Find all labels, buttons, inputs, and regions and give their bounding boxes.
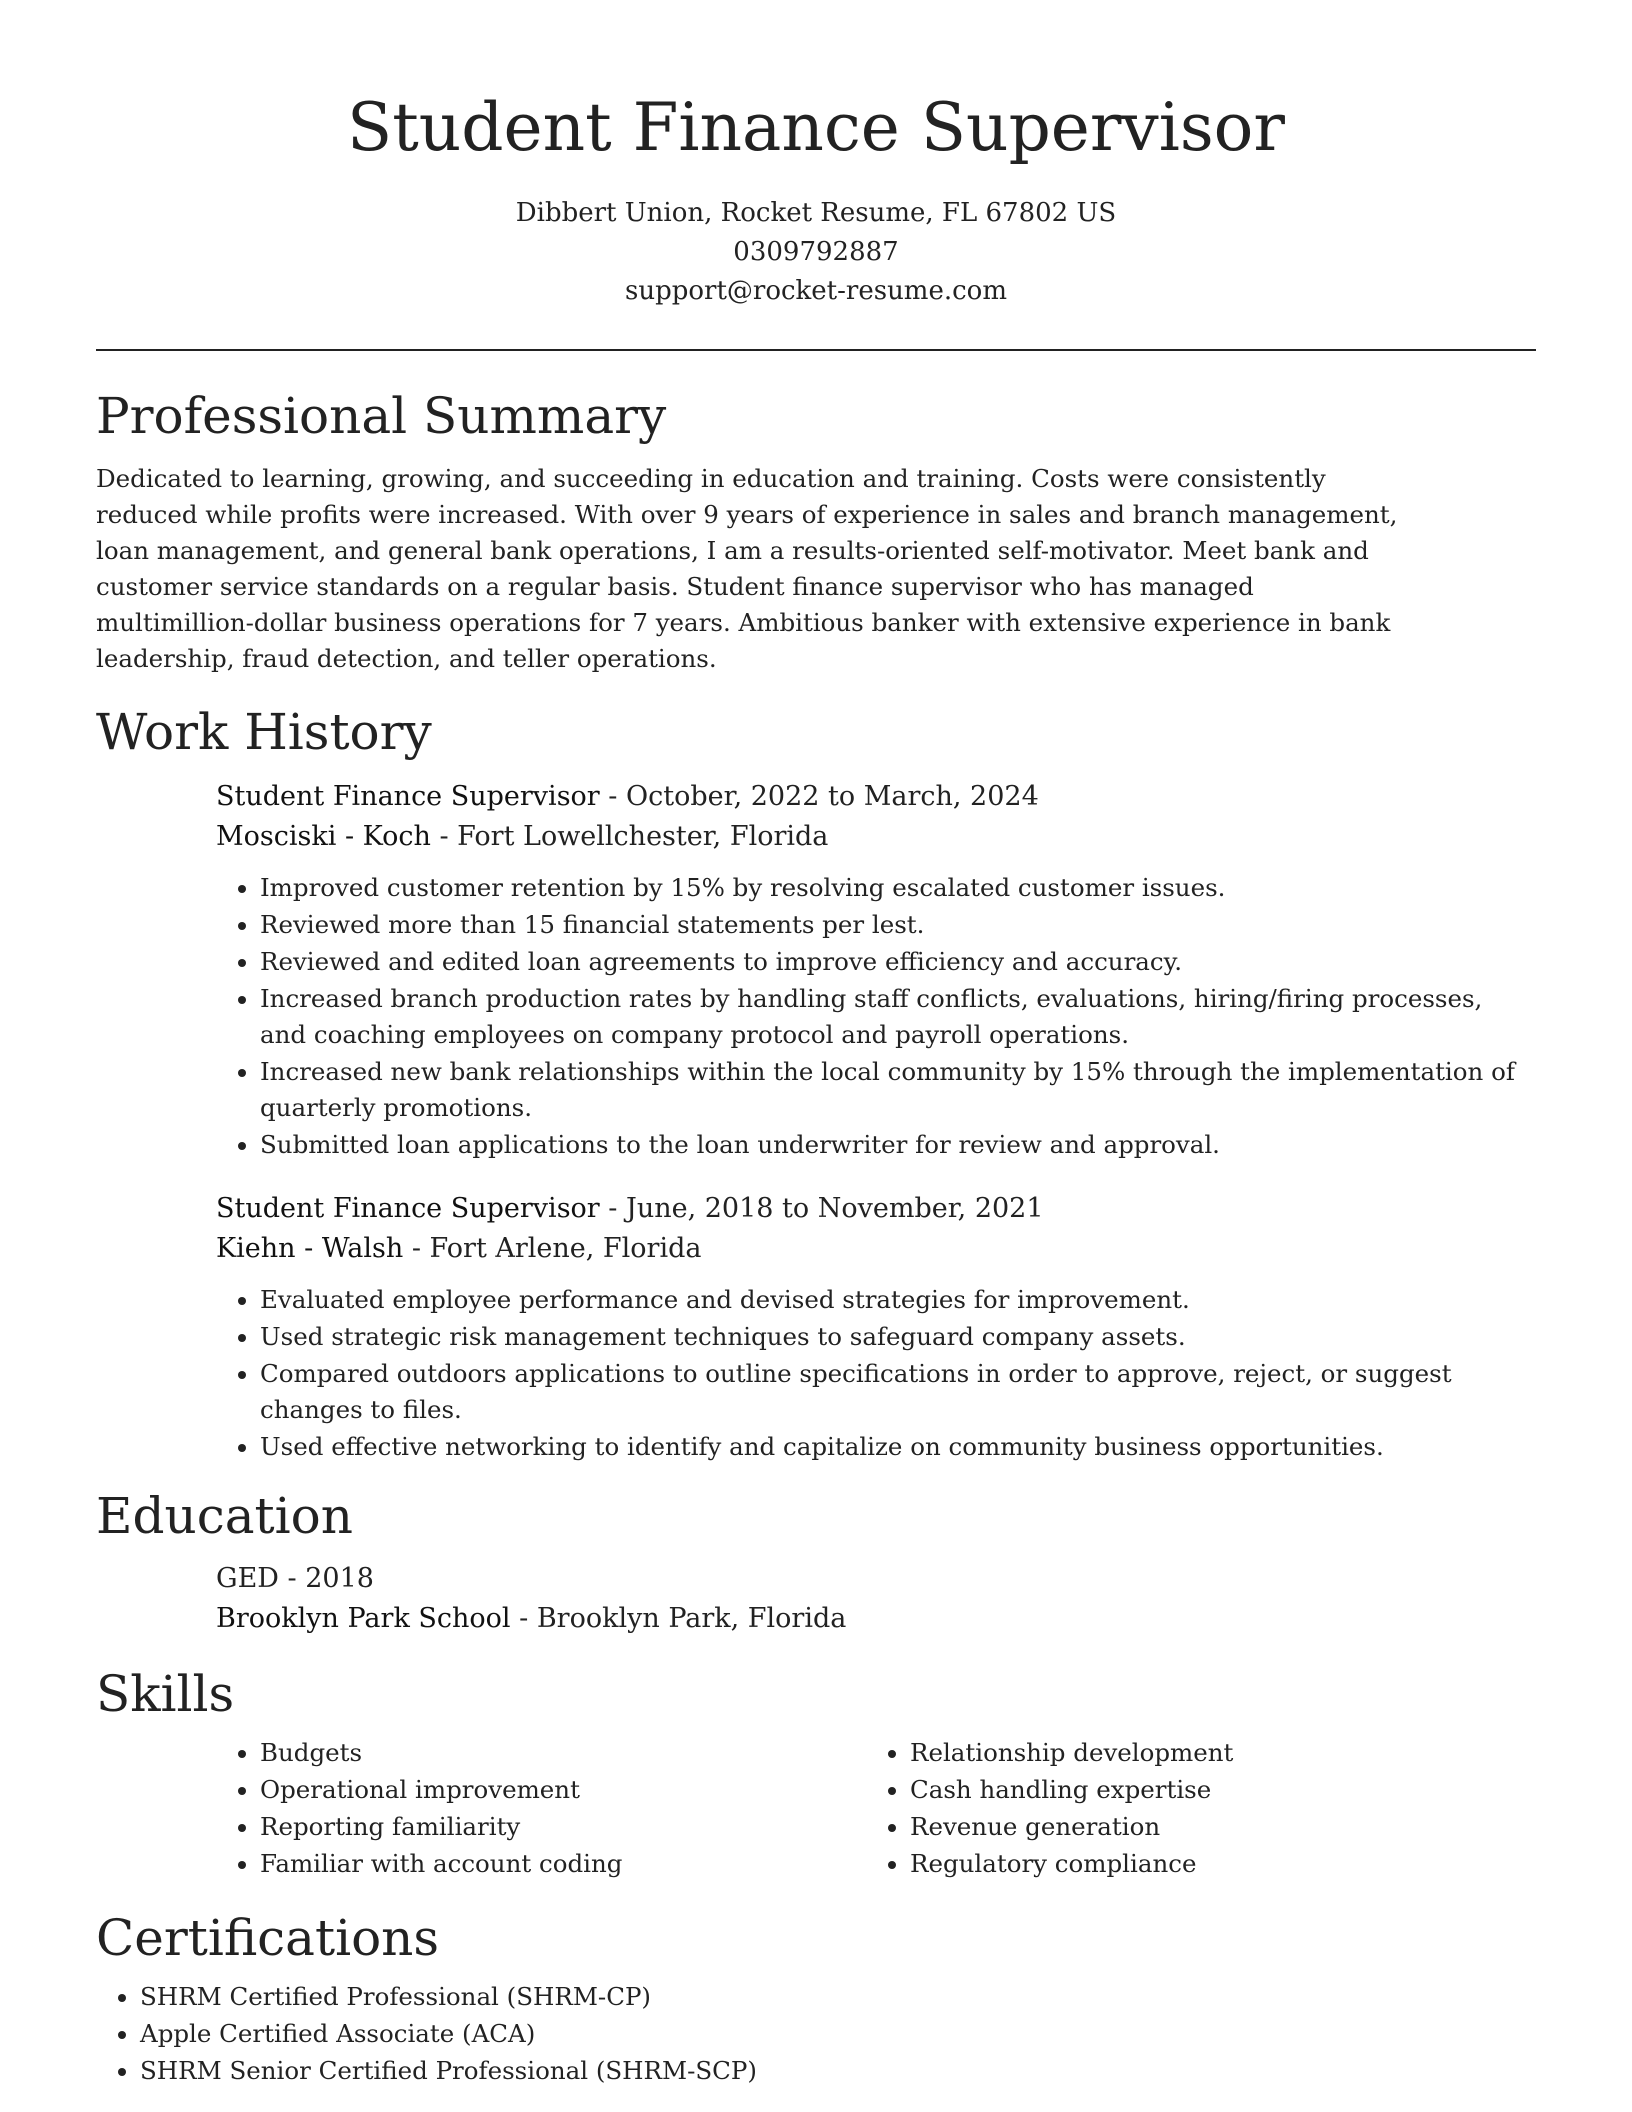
job-dates: - June, 2018 to November, 2021 — [599, 1193, 1044, 1224]
education-degree: GED - 2018 — [216, 1563, 374, 1594]
skills-columns — [216, 1735, 1536, 1883]
job-bullet: • Used strategic risk management techniques to safeguard company assets. — [260, 1319, 1536, 1355]
job-bullet: • Compared outdoors applications to outline specifications in order to approve, reject, or suggest changes to files. — [260, 1356, 1536, 1428]
job-bullets — [216, 870, 1536, 1163]
skill-item: • Cash handling expertise — [910, 1772, 1516, 1808]
skill-item: • Budgets — [260, 1735, 866, 1771]
skills-list-right — [866, 1735, 1516, 1882]
job-bullet: • Increased branch production rates by handling staff conflicts, evaluations, hiring/firing processes, and coaching employees on company protocol and payroll operations. — [260, 981, 1536, 1053]
job-bullet: • Submitted loan applications to the loan underwriter for review and approval. — [260, 1127, 1536, 1163]
skill-item: • Familiar with account coding — [260, 1846, 866, 1882]
work-section — [96, 699, 1536, 1465]
resume-header — [96, 0, 1536, 311]
skills-column-left — [216, 1735, 866, 1883]
contact-block — [96, 194, 1536, 311]
job-title-line — [216, 1189, 1536, 1229]
job-role: Student Finance Supervisor — [216, 1193, 600, 1224]
job-bullet: • Evaluated employee performance and devised strategies for improvement. — [260, 1282, 1536, 1318]
job-company: Mosciski - Koch — [216, 821, 431, 852]
section-title-certifications: Certifications — [96, 1909, 440, 1967]
job-title-line — [216, 777, 1536, 817]
certification-item: • SHRM Certified Professional (SHRM-CP) — [140, 1979, 1536, 2015]
certifications-list — [96, 1979, 1536, 2089]
skills-section — [96, 1661, 1536, 1883]
email: support@rocket-resume.com — [624, 276, 1007, 306]
job-company: Kiehn - Walsh — [216, 1233, 404, 1264]
job-dates: - October, 2022 to March, 2024 — [599, 781, 1039, 812]
skill-item: • Relationship development — [910, 1735, 1516, 1771]
certification-item: • SHRM Senior Certified Professional (SHRM-SCP) — [140, 2053, 1536, 2089]
skill-item: • Revenue generation — [910, 1809, 1516, 1845]
education-school: Brooklyn Park School — [216, 1603, 511, 1634]
summary-text: Dedicated to learning, growing, and succeeding in education and training. Costs were consistently reduced while profits were increased. With over 9 years of experience in sales and branch management, loan management, and general bank operations, I am a results-oriented self-motivator. Meet bank and customer service standards on a regular basis. Student finance supervisor who has managed multimillion-dollar business operations for 7 years. Ambitious banker with extensive experience in bank leadership, fraud detection, and teller operations. — [96, 464, 1398, 673]
job-bullets — [216, 1282, 1536, 1465]
education-school-line — [216, 1599, 1536, 1639]
education-entry — [216, 1559, 1536, 1639]
phone: 0309792887 — [733, 237, 899, 267]
candidate-title: Student Finance Supervisor — [347, 89, 1285, 166]
education-location: - Brooklyn Park, Florida — [510, 1603, 847, 1634]
job-bullet: • Used effective networking to identify and capitalize on community business opportunities. — [260, 1429, 1536, 1465]
job-location: - Fort Lowellchester, Florida — [430, 821, 829, 852]
skills-column-right — [866, 1735, 1516, 1883]
certifications-section — [96, 1905, 1536, 2089]
certification-item: • Apple Certified Associate (ACA) — [140, 2016, 1536, 2052]
skill-item: • Operational improvement — [260, 1772, 866, 1808]
job-entry — [216, 777, 1536, 1163]
job-company-line — [216, 817, 1536, 857]
skill-item: • Reporting familiarity — [260, 1809, 866, 1845]
resume-page — [96, 0, 1536, 2090]
job-bullet: • Improved customer retention by 15% by resolving escalated customer issues. — [260, 870, 1536, 906]
job-location: - Fort Arlene, Florida — [403, 1233, 702, 1264]
education-section — [96, 1483, 1536, 1639]
address: Dibbert Union, Rocket Resume, FL 67802 US — [515, 198, 1117, 228]
section-title-skills: Skills — [96, 1665, 235, 1723]
job-role: Student Finance Supervisor — [216, 781, 600, 812]
job-bullet: • Increased new bank relationships within the local community by 15% through the implementation of quarterly promotions. — [260, 1054, 1536, 1126]
job-bullet: • Reviewed and edited loan agreements to improve efficiency and accuracy. — [260, 944, 1536, 980]
summary-section — [96, 383, 1536, 677]
section-title-education: Education — [96, 1487, 353, 1545]
skill-item: • Regulatory compliance — [910, 1846, 1516, 1882]
section-title-summary: Professional Summary — [96, 387, 667, 445]
skills-list-left — [216, 1735, 866, 1882]
job-bullet: • Reviewed more than 15 financial statements per lest. — [260, 907, 1536, 943]
section-title-work: Work History — [96, 703, 432, 761]
header-divider — [96, 349, 1536, 351]
job-entry — [216, 1189, 1536, 1465]
job-company-line — [216, 1229, 1536, 1269]
